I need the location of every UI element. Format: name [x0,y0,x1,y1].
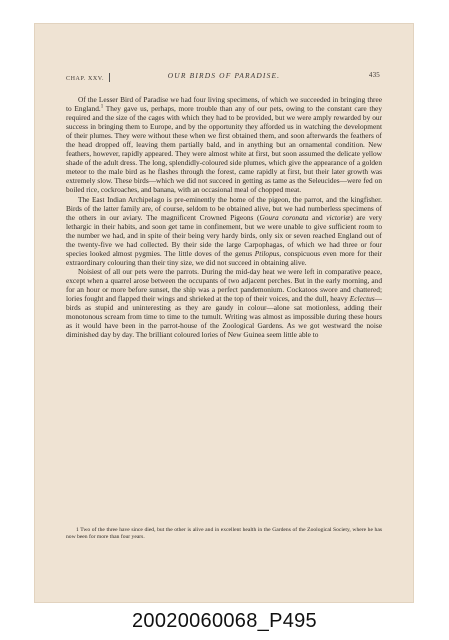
footnote-ref: 1 [100,104,104,110]
text-run: Noisiest of all our pets were the parrots. During the mid-day heat we were left in comparative peace, except when a quarrel arose between the occupants of two adjacent perches. But in the early morning, and for an hour or more before sunset, the ship was a perfect pandemonium. Cockatoos swore and chattered; lories fought and flapped their wings and shrieked at the top of their voices, and the dull, heavy [66,266,382,304]
paragraph [66,195,382,267]
footnote-text: 1 Two of the three have since died, but the other is alive and in excellent health in the Gardens of the Zoological Society, where he has now been for more than four years. [66,527,382,541]
body-text [66,95,382,339]
italic-run: Ptilopus [254,248,280,258]
image-caption: 20020060068_P495 [132,610,317,632]
text-run: , conspicuous even more for their extraordinary colouring than their tiny size, we did not succeed in obtaining alive. [66,248,382,267]
text-run: The East Indian Archipelago is pre-eminently the home of the pigeon, the parrot, and the kingfisher. Birds of the latter family are, of course, seldom to be obtained alive, but we had numberless specimens of the others in our aviary. The magnificent Crowned Pigeons ( [66,194,382,222]
text-run: and [308,212,327,222]
paragraph [66,267,382,339]
text-run: They gave us, perhaps, more trouble than any of our pets, owing to the constant care they required and the size of the cages with which they had to be provided, but we were amply rewarded by our success in bringing them to Europe, and by the opportunity they afforded us in watching the development of their plumes. They were without these when we first obtained them, and soon afterwards the feathers of the head dropped off, leaving them partially bald, and in anything but an ornamental condition. New feathers, however, rapidly appeared. They were almost white at first, but soon assumed the delicate yellow shade of the adult dress. The long, splendidly-coloured side plumes, which give the appearance of a golden meteor to the male bird as he flashes through the forest, came rapidly at first, but their later growth was extremely slow. These birds—which we did not succeed in getting as tame as the Seleucides—were fed on boiled rice, cockroaches, and banana, with an occasional meal of chopped meat. [66,104,382,195]
running-title: OUR BIRDS OF PARADISE. [167,71,281,80]
text-run: ) are very lethargic in their habits, and soon get tame in confinement, but we were unable to give sufficient room to the number we had, and in spite of their being very hardy birds, only six or seven reached England out of the twenty-five we had collected. By their side the large Carpophagas, of which we had three or four species looked almost pygmies. The little doves of the genus [66,212,382,258]
page-number: 435 [368,71,380,79]
chapter-label: CHAP. XXV. [66,73,110,82]
running-head [66,71,382,83]
italic-run: Goura coronata [259,212,309,222]
book-page [34,23,414,603]
footnote [66,527,382,542]
text-run: —birds as stupid and uninteresting as they are gaudy in colour—alone sat motionless, adding their monotonous scream from time to time to the tumult. Writing was almost as impossible during these hours as it would have been in the parrot-house of the Zoological Gardens. As we got westward the noise diminished day by day. The brilliant coloured lories of New Guinea seem little able to [66,294,382,340]
italic-run: victoriæ [326,212,351,222]
text-run: Of the Lesser Bird of Paradise we had four living specimens, of which we succeeded in bringing three to England. [66,95,382,114]
paragraph [66,95,382,195]
italic-run: Eclectus [349,294,375,304]
